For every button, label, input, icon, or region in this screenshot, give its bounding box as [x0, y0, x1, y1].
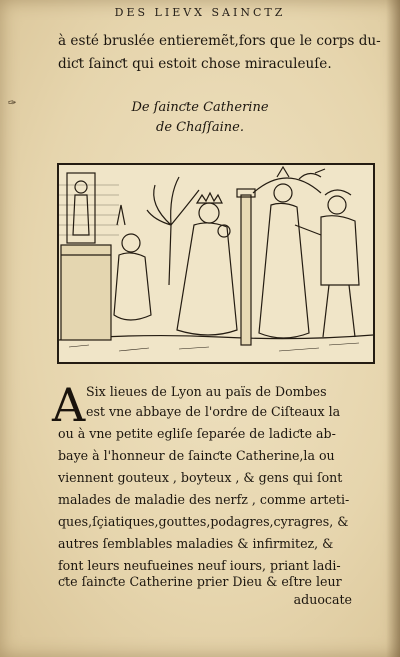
woodcut-illustration — [57, 163, 375, 364]
section-title-line-2: de Chaſſaine. — [156, 120, 244, 135]
top-line-1: à esté bruslée entieremẽt,fors que le corps du- — [58, 33, 381, 49]
body-line-7: ques,ſçiatiques,gouttes,podagres,cyragres, & — [58, 514, 349, 529]
woodcut-scene — [59, 165, 373, 362]
body-line-5: viennent gouteux , boyteux , & gens qui ſont — [58, 470, 343, 485]
body-line-6: malades de maladie des nerfz , comme arteti- — [58, 492, 350, 507]
top-line-2: diƈt ſainƈt qui estoit chose miraculeuſe. — [58, 56, 332, 72]
margin-mark: ✑ — [8, 98, 17, 109]
body-line-2: est vne abbaye de l'ordre de Ciſteaux la — [86, 404, 341, 419]
body-line-10: ƈte ſainƈte Catherine prier Dieu & eſtre leur — [58, 574, 342, 589]
drop-cap: A — [52, 378, 86, 432]
body-line-9: font leurs neufueines neuf iours, priant ladi- — [58, 558, 341, 573]
body-line-4: baye à l'honneur de ſainƈte Catherine,la ou — [58, 448, 335, 463]
section-title-line-1: De ſainƈte Catherine — [131, 100, 269, 115]
body-line-3: ou à vne petite egliſe ſeparée de ladiƈte ab- — [58, 426, 336, 441]
body-line-8: autres ſemblables maladies & infirmitez, & — [58, 536, 334, 551]
body-line-1: Six lieues de Lyon au païs de Dombes — [86, 384, 327, 399]
catchword: aduocate — [293, 592, 352, 607]
running-head: DES LIEVX SAINCTZ — [114, 6, 286, 19]
